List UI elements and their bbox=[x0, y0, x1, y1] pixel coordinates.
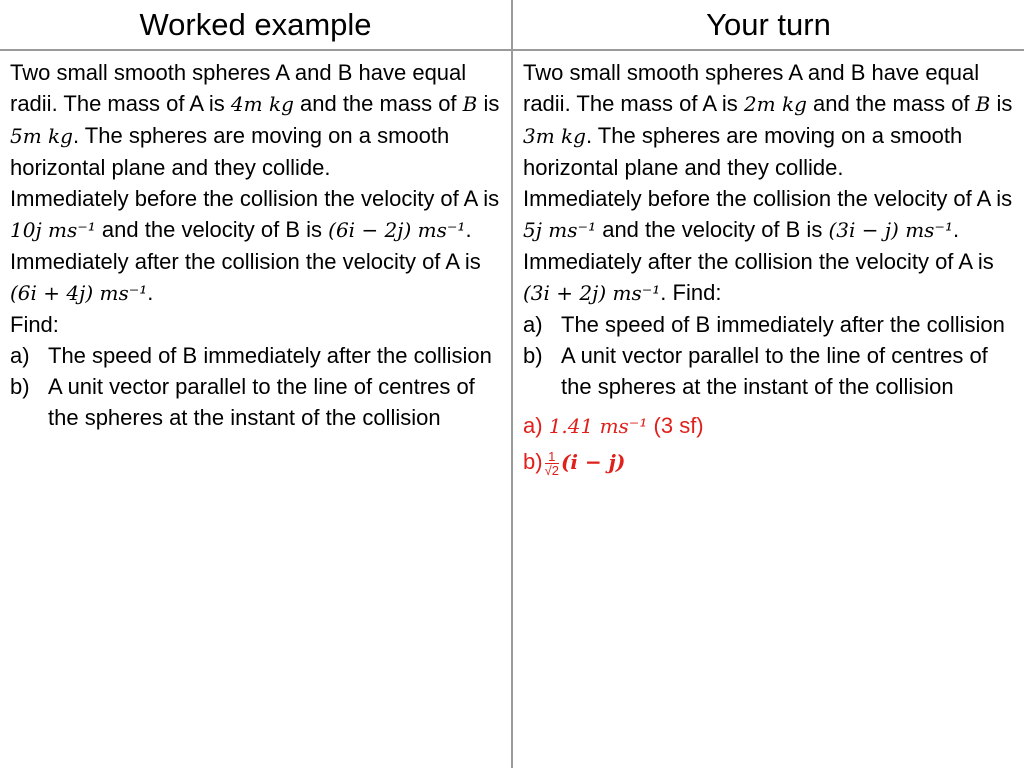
worked-question-text bbox=[10, 57, 505, 183]
item-text: A unit vector parallel to the line of centres of the spheres at the instant of the collision bbox=[48, 374, 475, 430]
text-segment: . Immediately after the collision the velocity of A is bbox=[523, 217, 994, 274]
velocity-a-after: (6i + 4j) ms⁻¹ bbox=[10, 281, 148, 305]
worked-velocity-text bbox=[10, 183, 505, 309]
text-segment: Two small smooth spheres A and B have equal radii. The mass of A is bbox=[523, 60, 980, 116]
item-text: The speed of B immediately after the collision bbox=[561, 312, 1005, 337]
your-turn-item-a bbox=[523, 309, 1018, 340]
text-segment: Immediately before the collision the velocity of A is bbox=[523, 186, 1013, 211]
answer-b-vector: (i − j) bbox=[560, 450, 626, 474]
math-value: 4m kg bbox=[230, 92, 294, 116]
mass-b-expression: 5m kg bbox=[10, 124, 73, 148]
worked-example-column bbox=[10, 57, 505, 433]
text-segment: Two small smooth spheres A and B have equal radii. The mass of A is bbox=[10, 60, 467, 116]
worked-example-heading: Worked example bbox=[139, 7, 372, 42]
velocity-a-before: 10j ms⁻¹ bbox=[10, 218, 96, 242]
text-segment: . The spheres are moving on a smooth horizontal plane and they collide. bbox=[523, 123, 963, 180]
text-segment: is bbox=[477, 91, 500, 116]
velocity-a-before: 5j ms⁻¹ bbox=[523, 218, 597, 242]
item-label: a) bbox=[523, 312, 543, 337]
text-segment: and the velocity of B is bbox=[596, 217, 829, 242]
your-turn-item-b bbox=[523, 340, 1018, 402]
answer-b bbox=[523, 446, 1018, 478]
text-segment: and the mass of bbox=[806, 91, 976, 116]
text-segment: and the mass of bbox=[293, 91, 463, 116]
mass-a-expression: 2m kg bbox=[743, 92, 807, 116]
answer-label: a) bbox=[523, 413, 543, 438]
fraction-denominator: √2 bbox=[544, 462, 559, 478]
b-symbol: B bbox=[975, 92, 991, 116]
answer-a-value: 1.41 ms⁻¹ bbox=[548, 414, 648, 438]
velocity-b-before: (3i − j) ms⁻¹ bbox=[828, 218, 953, 242]
worked-find-label: Find: bbox=[10, 312, 59, 337]
text-segment: and the velocity of B is bbox=[95, 217, 329, 242]
your-turn-velocity-text bbox=[523, 183, 1018, 309]
worked-item-b bbox=[10, 371, 505, 433]
b-symbol: B bbox=[462, 92, 478, 116]
answer-b-fraction bbox=[545, 450, 559, 477]
item-label: a) bbox=[10, 343, 30, 368]
answer-a-note: (3 sf) bbox=[653, 413, 704, 438]
mass-b-expression: 3m kg bbox=[523, 124, 586, 148]
your-turn-heading: Your turn bbox=[706, 7, 831, 42]
text-segment: . bbox=[147, 280, 154, 305]
answer-label: b) bbox=[523, 449, 543, 474]
text-segment: . Immediately after the collision the velocity of A is bbox=[10, 217, 481, 274]
answer-a bbox=[523, 410, 1018, 442]
mass-a-expression bbox=[231, 92, 294, 116]
text-segment: Immediately before the collision the velocity of A is bbox=[10, 186, 500, 211]
item-text: A unit vector parallel to the line of centres of the spheres at the instant of the collision bbox=[561, 343, 988, 399]
worked-item-a bbox=[10, 340, 505, 371]
velocity-a-after: (3i + 2j) ms⁻¹ bbox=[523, 281, 661, 305]
text-segment: is bbox=[990, 91, 1013, 116]
text-segment: . The spheres are moving on a smooth horizontal plane and they collide. bbox=[10, 123, 450, 180]
velocity-b-before: (6i − 2j) ms⁻¹ bbox=[328, 218, 466, 242]
header-divider bbox=[0, 49, 1024, 51]
item-label: b) bbox=[523, 343, 543, 368]
text-segment: . Find: bbox=[660, 280, 722, 305]
column-divider bbox=[511, 0, 513, 768]
item-label: b) bbox=[10, 374, 30, 399]
fraction-numerator: 1 bbox=[545, 450, 559, 464]
your-turn-column bbox=[523, 57, 1018, 478]
your-turn-question-text bbox=[523, 57, 1018, 183]
item-text: The speed of B immediately after the collision bbox=[48, 343, 492, 368]
